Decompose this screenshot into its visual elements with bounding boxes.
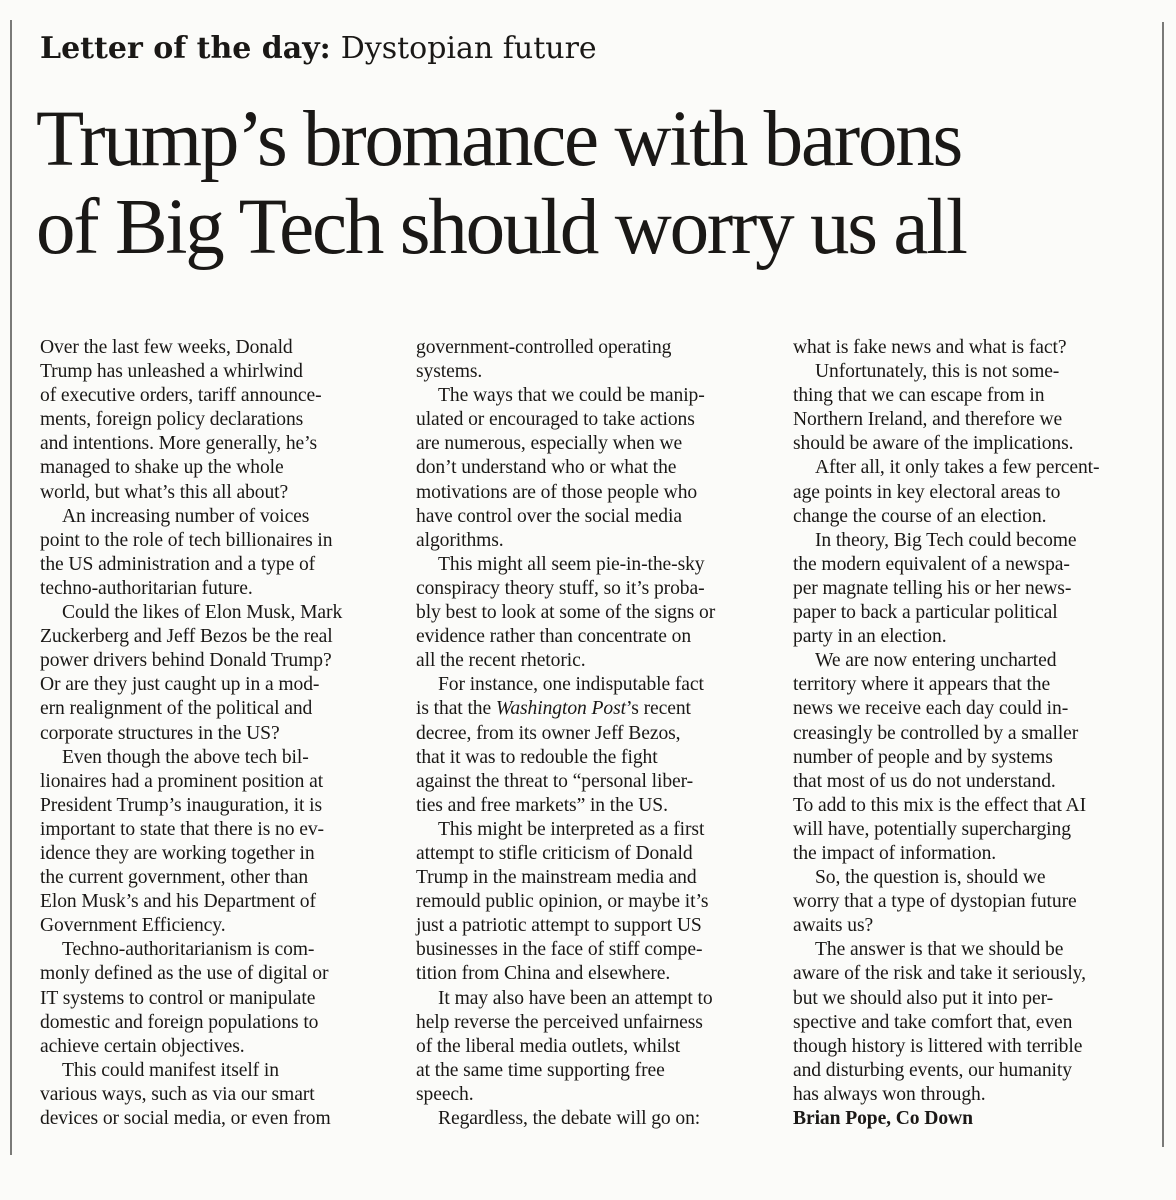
text-line: help reverse the perceived unfairness: [416, 1011, 703, 1033]
text-line: number of people and by systems: [793, 746, 1053, 768]
text-line: creasingly be controlled by a smaller: [793, 722, 1079, 744]
text-line: change the course of an election.: [793, 505, 1047, 527]
text-line: ern realignment of the political and: [40, 698, 313, 720]
paragraph: [40, 1059, 390, 1131]
paragraph: [416, 673, 766, 818]
text-line: at the same time supporting free: [416, 1059, 665, 1081]
text-line: the impact of information.: [793, 842, 997, 864]
headline: [36, 96, 1146, 272]
section-kicker: [40, 28, 597, 70]
text-line: Government Efficiency.: [40, 915, 226, 937]
text-line: tition from China and elsewhere.: [416, 963, 671, 985]
text-line: devices or social media, or even from: [40, 1108, 331, 1129]
text-line: remould public opinion, or maybe it’s: [416, 891, 709, 913]
text-line: The answer is that we should be: [815, 939, 1064, 961]
text-line: what is fake news and what is fact?: [793, 337, 1067, 358]
text-line: government-controlled operating: [416, 337, 672, 358]
text-line: paper to back a particular political: [793, 602, 1058, 624]
text-line: against the threat to “personal liber-: [416, 770, 694, 792]
text-line: techno-authoritarian future.: [40, 577, 253, 599]
kicker-topic: Dystopian future: [340, 31, 597, 66]
text-line: managed to shake up the whole: [40, 457, 284, 479]
paragraph: [416, 818, 766, 987]
text-line: world, but what’s this all about?: [40, 481, 289, 503]
text-line: This might all seem pie-in-the-sky: [438, 553, 705, 575]
text-line: An increasing number of voices: [62, 505, 310, 527]
text-line: It may also have been an attempt to: [438, 987, 713, 1009]
text-line: that it was to redouble the fight: [416, 746, 658, 768]
text-line: domestic and foreign populations to: [40, 1011, 319, 1033]
text-line: attempt to stifle criticism of Donald: [416, 842, 693, 864]
text-line: Northern Ireland, and therefore we: [793, 409, 1063, 431]
text-line: Zuckerberg and Jeff Bezos be the real: [40, 626, 333, 648]
text-line: don’t understand who or what the: [416, 457, 677, 479]
text-line: monly defined as the use of digital or: [40, 963, 329, 985]
text-line: awaits us?: [793, 915, 874, 937]
text-line: This could manifest itself in: [62, 1059, 279, 1081]
paragraph: [40, 746, 390, 939]
text-line: that most of us do not understand.: [793, 770, 1056, 792]
paragraph: [416, 336, 766, 384]
text-line: bly best to look at some of the signs or: [416, 602, 716, 624]
text-line: Unfortunately, this is not some-: [815, 361, 1060, 383]
text-line: Elon Musk’s and his Department of: [40, 891, 316, 913]
text-line: has always won through.: [793, 1083, 986, 1105]
text-line: Or are they just caught up in a mod-: [40, 674, 320, 696]
text-line: the US administration and a type of: [40, 553, 316, 575]
text-line: IT systems to control or manipulate: [40, 987, 316, 1009]
text-line: are numerous, especially when we: [416, 433, 683, 455]
text-line: speech.: [416, 1083, 474, 1105]
text-line: territory where it appears that the: [793, 674, 1051, 696]
text-line: have control over the social media: [416, 505, 682, 527]
letter-signature: Brian Pope, Co Down: [793, 1108, 973, 1129]
body-column-3: [793, 336, 1143, 1131]
text-line: of the liberal media outlets, whilst: [416, 1035, 681, 1057]
text-line: important to state that there is no ev-: [40, 818, 324, 840]
headline-line-1: Trump’s bromance with barons: [36, 96, 962, 183]
text-line: corporate structures in the US?: [40, 722, 280, 744]
text-line: worry that a type of dystopian future: [793, 891, 1077, 913]
text-line: motivations are of those people who: [416, 481, 698, 503]
text-line: businesses in the face of stiff compe-: [416, 939, 703, 961]
text-line: After all, it only takes a few percent-: [815, 457, 1100, 479]
paragraph: [793, 866, 1143, 938]
text-line: ties and free markets” in the US.: [416, 794, 668, 816]
text-line: Trump has unleashed a whirlwind: [40, 361, 303, 383]
text-line: We are now entering uncharted: [815, 650, 1057, 672]
text-line: power drivers behind Donald Trump?: [40, 650, 332, 672]
text-line: though history is littered with terrible: [793, 1035, 1083, 1057]
text-line: President Trump’s inauguration, it is: [40, 794, 323, 816]
text-line: will have, potentially supercharging: [793, 818, 1071, 840]
text-line: So, the question is, should we: [815, 867, 1046, 889]
paragraph: [793, 360, 1143, 456]
paragraph: [40, 336, 390, 505]
text-line: Even though the above tech bil-: [62, 746, 309, 768]
text-line: For instance, one indisputable fact: [438, 674, 704, 696]
text-line: all the recent rhetoric.: [416, 650, 586, 672]
paragraph: [40, 601, 390, 746]
text-line: Techno-authoritarianism is com-: [62, 939, 315, 961]
paragraph: [40, 938, 390, 1058]
text-line: This might be interpreted as a first: [438, 818, 705, 840]
text-line: achieve certain objectives.: [40, 1035, 245, 1057]
text-line: of executive orders, tariff announce-: [40, 385, 322, 407]
text-line: party in an election.: [793, 626, 947, 648]
text-line: Over the last few weeks, Donald: [40, 337, 293, 358]
kicker-label: Letter of the day:: [40, 31, 331, 66]
text-line: conspiracy theory stuff, so it’s proba-: [416, 577, 705, 599]
text-line: is that the Washington Post’s recent: [416, 698, 691, 720]
text-line: Could the likes of Elon Musk, Mark: [62, 602, 343, 624]
text-line: evidence rather than concentrate on: [416, 626, 692, 648]
text-line: thing that we can escape from in: [793, 385, 1045, 407]
text-line: decree, from its owner Jeff Bezos,: [416, 722, 681, 744]
text-line: spective and take comfort that, even: [793, 1011, 1073, 1033]
text-line: aware of the risk and take it seriously,: [793, 963, 1086, 985]
body-column-1: [40, 336, 390, 1131]
letter-body: [0, 336, 1176, 1136]
body-column-2: [416, 336, 766, 1131]
text-line: but we should also put it into per-: [793, 987, 1054, 1009]
text-line: Trump in the mainstream media and: [416, 867, 697, 889]
text-line: age points in key electoral areas to: [793, 481, 1061, 503]
paragraph: [793, 456, 1143, 528]
text-line: various ways, such as via our smart: [40, 1083, 315, 1105]
text-line: To add to this mix is the effect that AI: [793, 794, 1087, 816]
paragraph: [416, 1107, 766, 1131]
text-line: per magnate telling his or her news-: [793, 577, 1072, 599]
paragraph: [416, 987, 766, 1107]
text-line: and disturbing events, our humanity: [793, 1059, 1072, 1081]
paragraph: [416, 384, 766, 553]
text-line: In theory, Big Tech could become: [815, 529, 1077, 551]
text-line: the current government, other than: [40, 867, 309, 889]
text-line: news we receive each day could in-: [793, 698, 1069, 720]
text-line: lionaires had a prominent position at: [40, 770, 324, 792]
text-line: ulated or encouraged to take actions: [416, 409, 695, 431]
text-line: The ways that we could be manip-: [438, 385, 705, 407]
paragraph: [793, 336, 1143, 360]
text-line: idence they are working together in: [40, 842, 315, 864]
text-line: and intentions. More generally, he’s: [40, 433, 317, 455]
text-line: algorithms.: [416, 529, 504, 551]
text-line: systems.: [416, 361, 483, 383]
text-line: point to the role of tech billionaires in: [40, 529, 333, 551]
text-line: should be aware of the implications.: [793, 433, 1074, 455]
text-line: just a patriotic attempt to support US: [416, 915, 702, 937]
paragraph: [416, 553, 766, 673]
text-line: Regardless, the debate will go on:: [438, 1108, 701, 1129]
paragraph: [793, 649, 1143, 866]
paragraph: [793, 938, 1143, 1107]
paragraph: [40, 505, 390, 601]
text-line: the modern equivalent of a newspa-: [793, 553, 1070, 575]
text-line: ments, foreign policy declarations: [40, 409, 304, 431]
paragraph: [793, 529, 1143, 649]
headline-line-2: of Big Tech should worry us all: [36, 184, 966, 271]
